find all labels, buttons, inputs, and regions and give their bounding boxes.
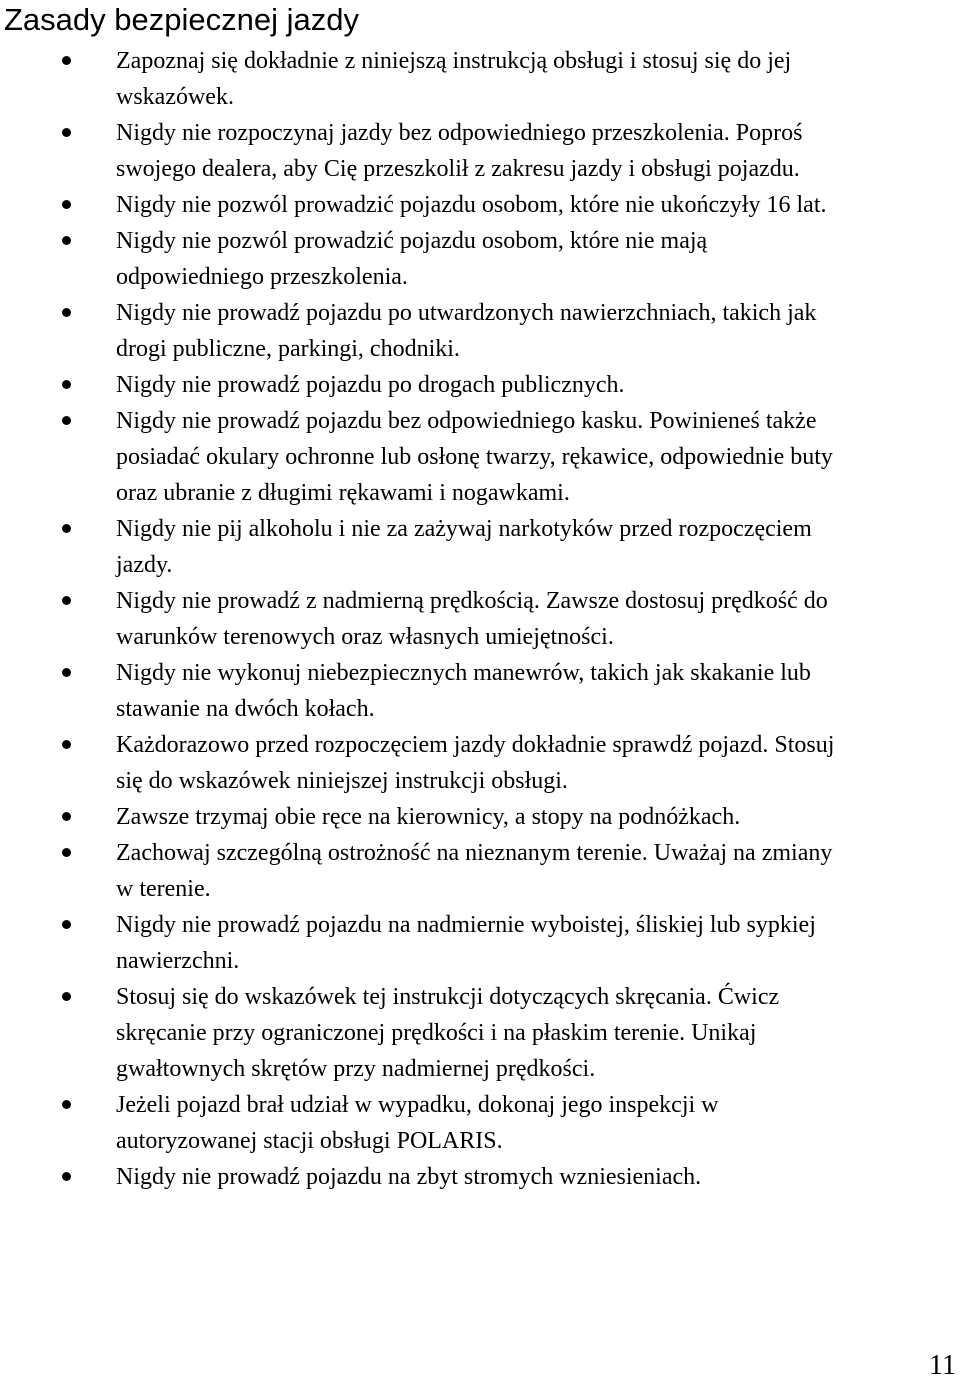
bullet-icon xyxy=(62,992,71,1001)
rule-text: Nigdy nie rozpoczynaj jazdy bez odpowiedniego przeszkolenia. Poproś swojego dealera, aby Cię przeszkolił z zakresu jazdy i obsługi pojazdu. xyxy=(116,120,803,182)
list-item xyxy=(0,727,844,799)
bullet-icon xyxy=(62,848,71,857)
rule-text: Nigdy nie pij alkoholu i nie za zażywaj narkotyków przed rozpoczęciem jazdy. xyxy=(116,516,812,578)
rule-text: Nigdy nie pozwól prowadzić pojazdu osobom, które nie mają odpowiedniego przeszkolenia. xyxy=(116,228,708,290)
rule-text: Nigdy nie prowadź pojazdu po drogach publicznych. xyxy=(116,372,625,398)
bullet-icon xyxy=(62,524,71,533)
bullet-icon xyxy=(62,200,71,209)
page-title: Zasady bezpiecznej jazdy xyxy=(4,2,359,37)
bullet-icon xyxy=(62,1100,71,1109)
rule-text: Nigdy nie pozwól prowadzić pojazdu osobom, które nie ukończyły 16 lat. xyxy=(116,192,827,218)
rule-text: Nigdy nie wykonuj niebezpiecznych manewrów, takich jak skakanie lub stawanie na dwóch kołach. xyxy=(116,660,811,722)
bullet-icon xyxy=(62,380,71,389)
list-item xyxy=(0,1087,844,1159)
list-item xyxy=(0,799,844,835)
list-item xyxy=(0,907,844,979)
rule-text: Nigdy nie prowadź pojazdu na nadmiernie wyboistej, śliskiej lub sypkiej nawierzchni. xyxy=(116,912,816,974)
rule-text: Każdorazowo przed rozpoczęciem jazdy dokładnie sprawdź pojazd. Stosuj się do wskazówek niniejszej instrukcji obsługi. xyxy=(116,732,835,794)
bullet-icon xyxy=(62,56,71,65)
list-item xyxy=(0,835,844,907)
bullet-icon xyxy=(62,596,71,605)
list-item xyxy=(0,115,844,187)
bullet-icon xyxy=(62,236,71,245)
bullet-icon xyxy=(62,920,71,929)
rule-text: Zachowaj szczególną ostrożność na nieznanym terenie. Uważaj na zmiany w terenie. xyxy=(116,840,833,902)
list-item xyxy=(0,1159,844,1195)
list-item xyxy=(0,43,844,115)
bullet-icon xyxy=(62,668,71,677)
list-item xyxy=(0,403,844,511)
rule-text: Nigdy nie prowadź pojazdu na zbyt stromych wzniesieniach. xyxy=(116,1164,702,1190)
list-item xyxy=(0,511,844,583)
list-item xyxy=(0,187,844,223)
rule-text: Nigdy nie prowadź pojazdu po utwardzonych nawierzchniach, takich jak drogi publiczne, parkingi, chodniki. xyxy=(116,300,817,362)
bullet-icon xyxy=(62,308,71,317)
bullet-icon xyxy=(62,416,71,425)
bullet-icon xyxy=(62,1172,71,1181)
list-item xyxy=(0,223,844,295)
list-item xyxy=(0,295,844,367)
bullet-icon xyxy=(62,812,71,821)
list-item xyxy=(0,979,844,1087)
list-item xyxy=(0,583,844,655)
rule-text: Stosuj się do wskazówek tej instrukcji dotyczących skręcania. Ćwicz skręcanie przy ograniczonej prędkości i na płaskim terenie. Unikaj gwałtownych skrętów przy nadmiernej prędkości. xyxy=(116,984,780,1082)
bullet-icon xyxy=(62,128,71,137)
rule-text: Jeżeli pojazd brał udział w wypadku, dokonaj jego inspekcji w autoryzowanej stacji obsługi POLARIS. xyxy=(116,1092,719,1154)
safety-rules-list xyxy=(0,43,960,1195)
page-number: 11 xyxy=(929,1350,956,1381)
rule-text: Zawsze trzymaj obie ręce na kierownicy, a stopy na podnóżkach. xyxy=(116,804,741,830)
rule-text: Nigdy nie prowadź pojazdu bez odpowiedniego kasku. Powinieneś także posiadać okulary ochronne lub osłonę twarzy, rękawice, odpowiednie buty oraz ubranie z długimi rękawami i nogawkami. xyxy=(116,408,833,506)
list-item xyxy=(0,367,844,403)
rule-text: Nigdy nie prowadź z nadmierną prędkością. Zawsze dostosuj prędkość do warunków terenowych oraz własnych umiejętności. xyxy=(116,588,828,650)
rule-text: Zapoznaj się dokładnie z niniejszą instrukcją obsługi i stosuj się do jej wskazówek. xyxy=(116,48,792,110)
list-item xyxy=(0,655,844,727)
bullet-icon xyxy=(62,740,71,749)
